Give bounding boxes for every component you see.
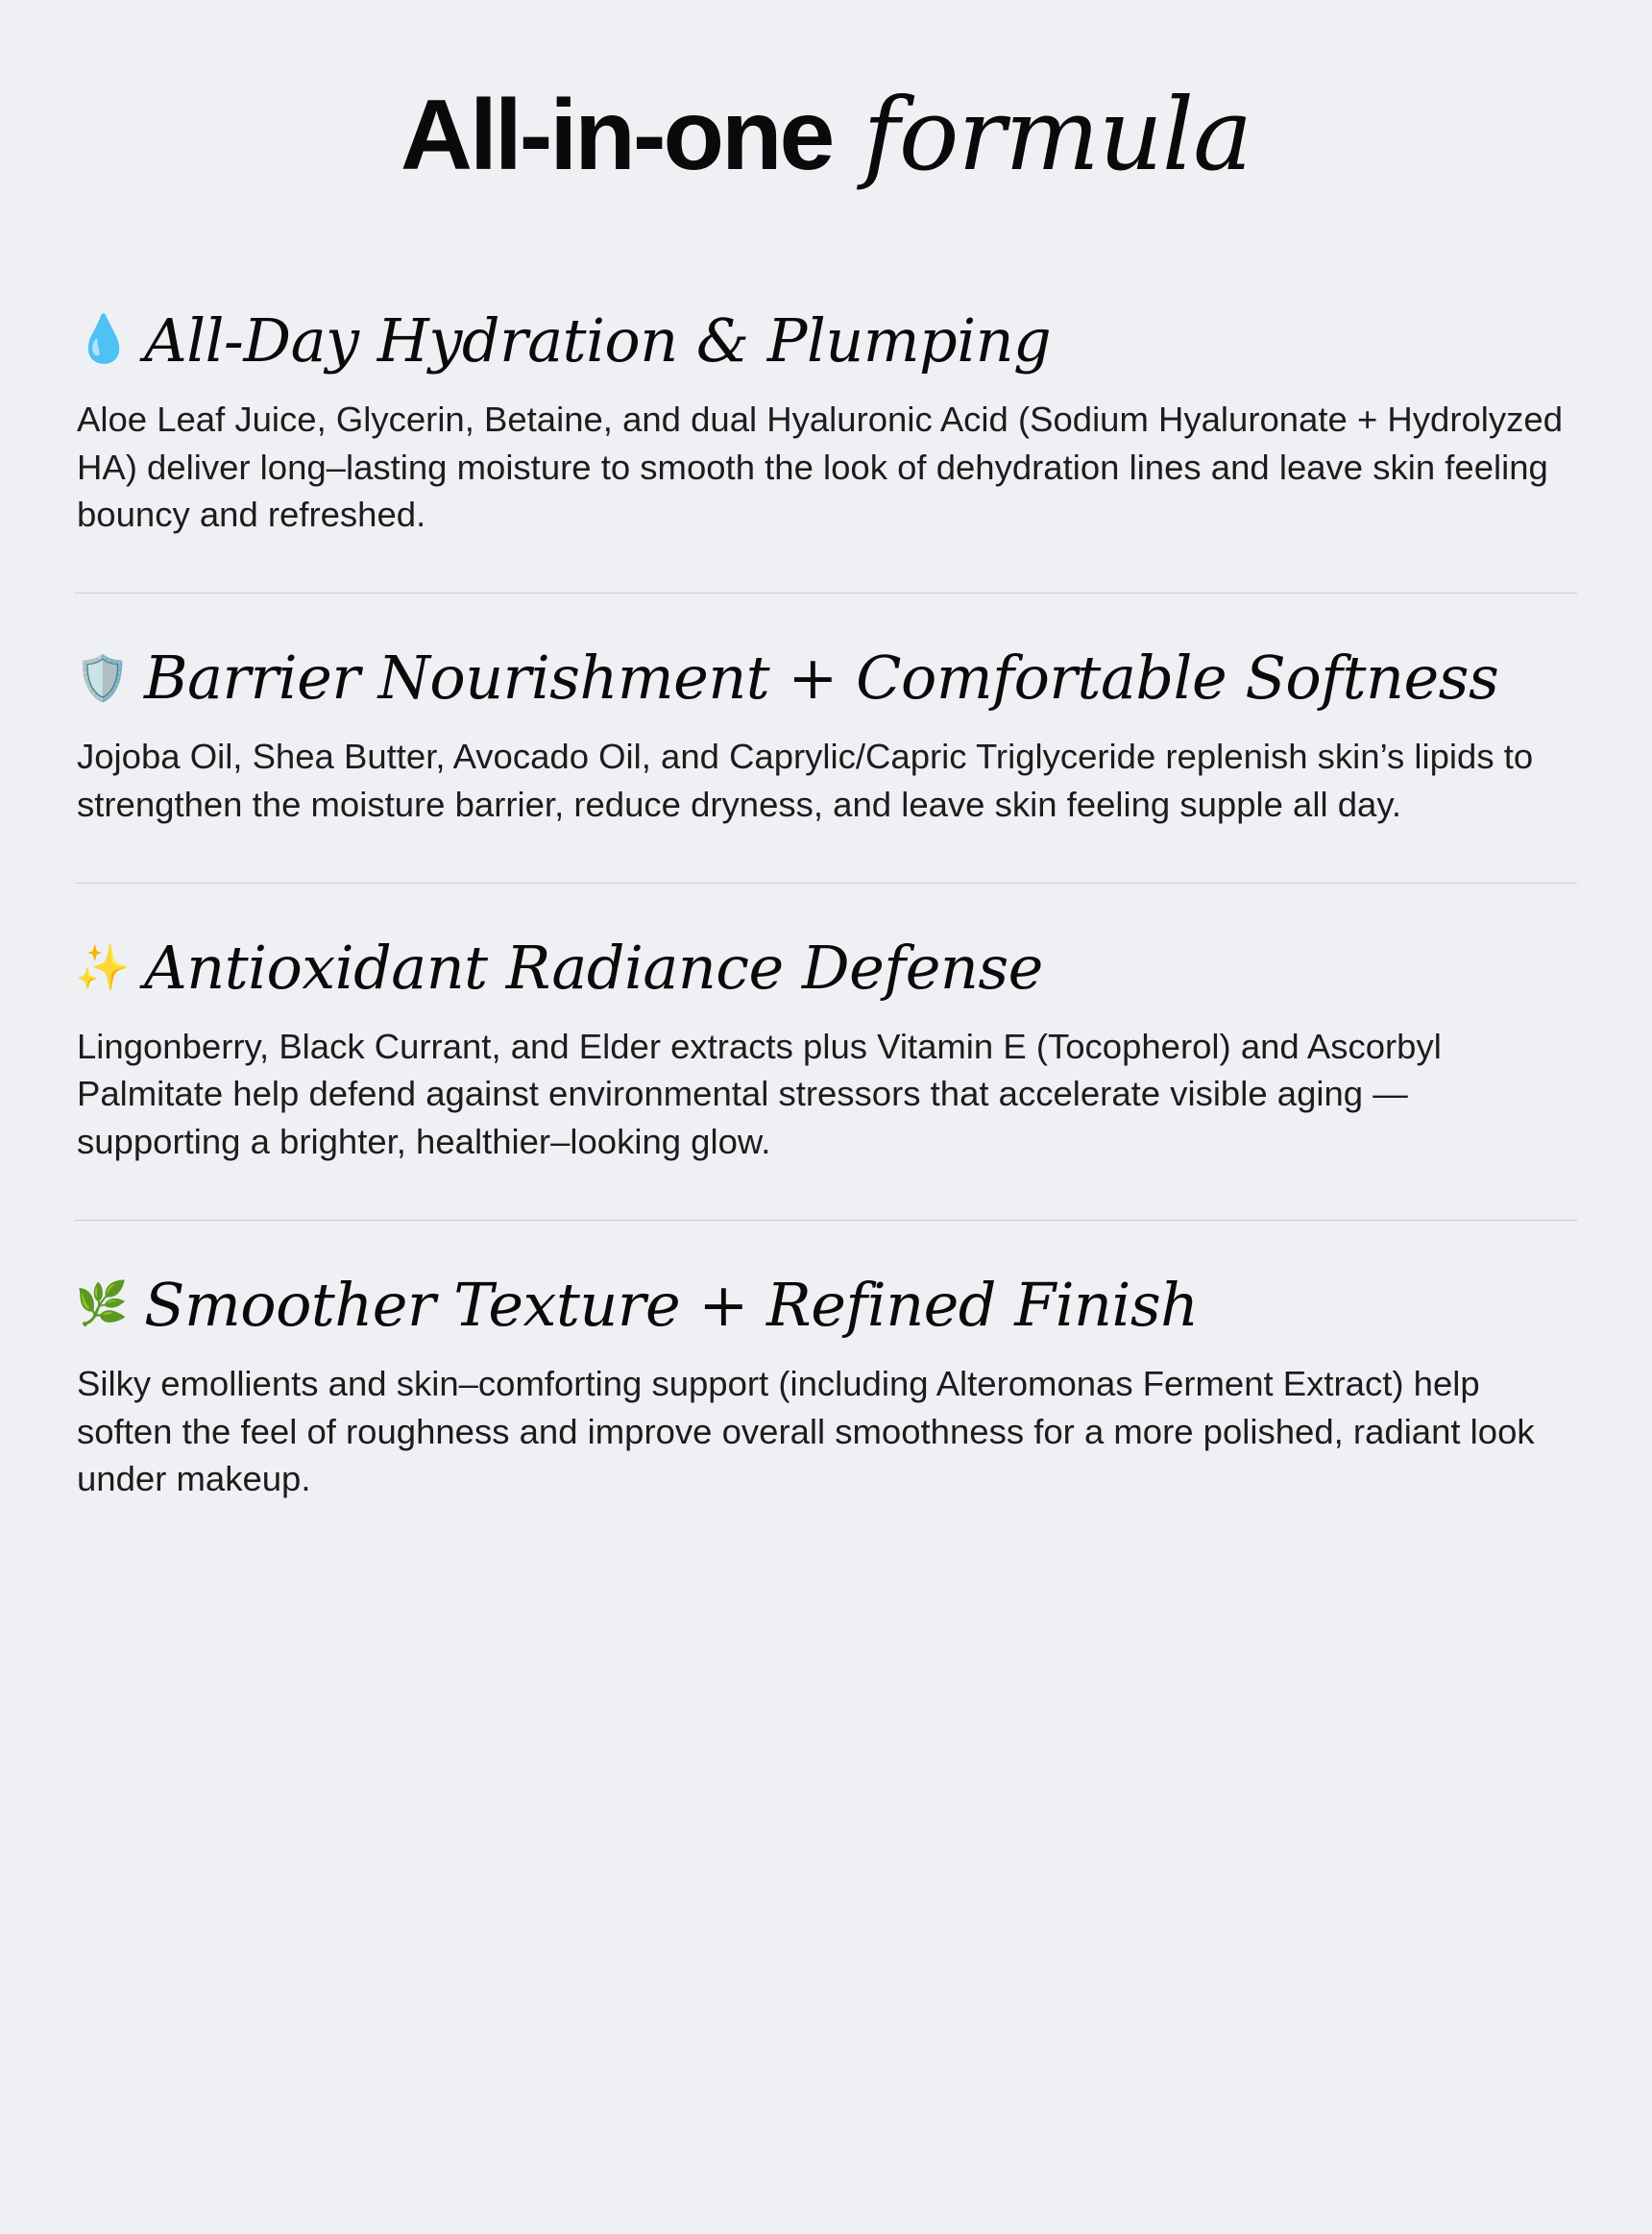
shield-icon: 🛡️ [75, 652, 131, 703]
benefit-body: Aloe Leaf Juice, Glycerin, Betaine, and dual Hyaluronic Acid (Sodium Hyaluronate + Hydrolyzed HA) deliver long–lasting moisture to smooth the look of dehydration lines and leave skin feeling bouncy and refreshed. [77, 400, 1564, 535]
formula-page [0, 20, 1652, 2234]
benefit-section-hydration [75, 306, 1577, 539]
benefit-title: Smoother Texture + Refined Finish [144, 1269, 1199, 1340]
divider [75, 1220, 1577, 1221]
divider [75, 593, 1577, 594]
benefit-heading [75, 306, 1577, 375]
page-title-italic: formula [862, 76, 1252, 194]
benefit-heading [75, 643, 1577, 712]
benefit-title: Antioxidant Radiance Defense [144, 932, 1043, 1003]
benefit-heading [75, 1271, 1577, 1339]
benefit-section-texture [75, 1271, 1577, 1503]
water-drop-icon: 💧 [75, 314, 133, 366]
benefit-body: Jojoba Oil, Shea Butter, Avocado Oil, and Caprylic/Capric Triglyceride replenish skin’s lipids to strengthen the moisture barrier, reduce dryness, and leave skin feeling supple all day. [77, 737, 1534, 824]
divider [75, 883, 1577, 884]
benefit-title: Barrier Nourishment + Comfortable Softness [144, 643, 1499, 713]
benefit-section-antioxidant [75, 934, 1577, 1166]
page-title-bold: All-in-one [400, 80, 833, 192]
benefit-sections [75, 306, 1577, 1503]
sparkles-icon: ✨ [75, 942, 131, 993]
herb-leaf-icon: 🌿 [75, 1280, 129, 1328]
benefit-title: All-Day Hydration & Plumping [144, 304, 1052, 376]
benefit-section-barrier [75, 643, 1577, 829]
page-title [75, 20, 1577, 200]
benefit-body: Silky emollients and skin–comforting support (including Alteromonas Ferment Extract) help soften the feel of roughness and improve overall smoothness for a more polished, radiant look under makeup. [77, 1364, 1535, 1499]
benefit-heading [75, 934, 1577, 1002]
benefit-body: Lingonberry, Black Currant, and Elder extracts plus Vitamin E (Tocopherol) and Ascorbyl Palmitate help defend against environmental stressors that accelerate visible aging — supporting a brighter, healthier–looking glow. [77, 1026, 1442, 1162]
